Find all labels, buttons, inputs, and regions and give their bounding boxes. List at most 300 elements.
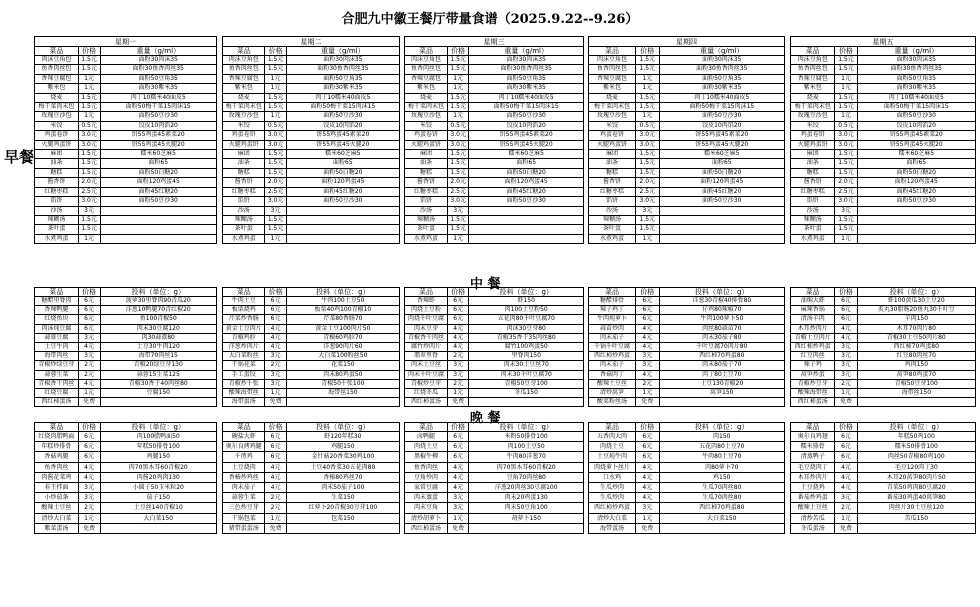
dish-name: 鸡蛋卷饼 <box>223 131 265 140</box>
dish-price: 4元 <box>835 333 857 342</box>
dish-quantity <box>659 398 784 407</box>
dish-price: 3.0元 <box>265 131 286 140</box>
table-row <box>589 140 785 149</box>
table-row <box>791 187 976 196</box>
dish-name: 青椒香干肉丝 <box>35 379 79 388</box>
dish-quantity: 土豆30牛肉120 <box>100 343 217 352</box>
dish-name: 牛肉土豆 <box>223 297 265 306</box>
dish-price: 1元 <box>265 112 286 121</box>
dish-name: 牛肉炖萝卜 <box>589 315 636 324</box>
dish-quantity: 面粉50豆沙30 <box>286 197 399 206</box>
dish-quantity: 面粉50豆沙30 <box>469 197 584 206</box>
dish-price: 1.5元 <box>265 56 286 65</box>
table-row <box>223 352 400 361</box>
dish-price: 4元 <box>265 483 286 493</box>
dish-price: 1元 <box>265 513 286 523</box>
dish-quantity: 海带丝150 <box>857 389 975 398</box>
dish-name: 鱼香肉丝 <box>405 462 448 472</box>
dish-quantity: 洋葱90肉片60 <box>286 343 399 352</box>
table-row <box>791 379 976 388</box>
dish-name: 香菇肉丁 <box>589 370 636 379</box>
column-header: 菜品 <box>223 423 265 432</box>
dish-quantity: 海带丝150 <box>286 389 399 398</box>
dish-name: 生瓜炒肉 <box>589 493 636 503</box>
table-row <box>791 74 976 83</box>
column-header: 菜品 <box>223 288 265 297</box>
dish-quantity: 肉酱20鸡肉130 <box>100 472 217 482</box>
dish-name: 油条 <box>35 159 79 168</box>
table-row <box>589 121 785 130</box>
lunch-label: 中 餐 <box>470 277 501 292</box>
dish-price: 6元 <box>265 432 286 442</box>
table-row <box>35 74 217 83</box>
column-header: 重量（g/ml） <box>100 47 217 56</box>
table-row <box>589 74 785 83</box>
dish-price: 4元 <box>636 472 660 482</box>
table-row <box>589 333 785 342</box>
dish-price: 4元 <box>835 462 857 472</box>
dish-quantity: 面粉45红糖20 <box>286 187 399 196</box>
table-row <box>223 493 400 503</box>
dish-quantity: 肉沫30豆芽80 <box>469 324 584 333</box>
dish-price: 0.5元 <box>265 121 286 130</box>
dish-price: 1元 <box>636 389 660 398</box>
dish-name: 青椒香干肉丝 <box>405 333 448 342</box>
dish-name: 肉末茄子 <box>223 483 265 493</box>
dish-name: 西红柿蛋汤 <box>35 398 79 407</box>
table-row <box>223 56 400 65</box>
table-row <box>223 121 400 130</box>
dish-quantity: 肉80萝卜70 <box>659 462 784 472</box>
table-row <box>791 513 976 523</box>
dish-price: 3.0元 <box>835 197 857 206</box>
dish-price: 1.5元 <box>78 93 100 102</box>
dish-quantity: 豆角70肉丝80 <box>469 472 584 482</box>
dish-price: 1元 <box>265 389 286 398</box>
dish-quantity: 鸡150 <box>659 472 784 482</box>
column-header: 菜品 <box>791 288 835 297</box>
dish-price: 6元 <box>447 297 468 306</box>
dish-name: 酱香饼 <box>791 178 835 187</box>
dish-price: 1.5元 <box>636 103 660 112</box>
dish-name: 梅干菜肉末包 <box>791 103 835 112</box>
lunch-table-day-4 <box>588 287 785 407</box>
dish-price: 6元 <box>835 442 857 452</box>
table-row <box>35 215 217 224</box>
column-header: 菜品 <box>35 47 79 56</box>
dish-price: 1元 <box>78 84 100 93</box>
dish-price: 6元 <box>447 306 468 315</box>
table-row <box>791 343 976 352</box>
dish-quantity: 肉丁10糯米40面皮5 <box>857 93 975 102</box>
dish-price: 1元 <box>835 112 857 121</box>
dish-name: 肉末茄子 <box>589 333 636 342</box>
dish-name: 奥尔良烤鸡腿 <box>223 442 265 452</box>
dish-price: 3.0元 <box>78 131 100 140</box>
dish-quantity: 年糕50鸡100 <box>857 432 975 442</box>
table-row <box>35 389 217 398</box>
dish-quantity: 毛豆120肉丁30 <box>857 462 975 472</box>
table-row <box>791 352 976 361</box>
dish-name: 梅干菜肉末包 <box>405 103 448 112</box>
dinner-table-day-2 <box>222 422 400 534</box>
table-row <box>589 159 785 168</box>
dish-quantity: 面粉50白糖20 <box>857 168 975 177</box>
dish-name: 水煮鸡蛋 <box>791 234 835 243</box>
table-row <box>35 493 217 503</box>
table-row <box>35 352 217 361</box>
dish-name: 香辣鸭腿 <box>35 306 79 315</box>
table-row <box>35 297 217 306</box>
dish-quantity: 面粉120鸡蛋45 <box>100 178 217 187</box>
dish-name: 麻团 <box>35 150 79 159</box>
table-row <box>791 159 976 168</box>
dinner-table-day-5 <box>790 422 976 534</box>
dish-name: 沙汤 <box>35 206 79 215</box>
table-row <box>223 361 400 370</box>
table-row <box>791 140 976 149</box>
table-row <box>589 131 785 140</box>
dish-quantity: 肉150 <box>659 432 784 442</box>
table-row <box>223 197 400 206</box>
dish-quantity: 面粉50豆角35 <box>286 74 399 83</box>
dish-price: 1元 <box>636 84 660 93</box>
table-row <box>405 398 584 407</box>
dish-price: 6元 <box>835 297 857 306</box>
table-row <box>589 352 785 361</box>
dish-name: 蒜蓉生菜 <box>223 493 265 503</box>
dish-name: 腐竹炒肉片 <box>405 343 448 352</box>
dish-price: 1.5元 <box>78 65 100 74</box>
lunch-table-day-2 <box>222 287 400 407</box>
dish-name: 鸡蛋卷饼 <box>589 131 636 140</box>
table-row <box>223 513 400 523</box>
dish-price: 0.5元 <box>636 121 660 130</box>
dish-price: 6元 <box>265 315 286 324</box>
dish-price: 2元 <box>447 352 468 361</box>
table-row <box>223 234 400 243</box>
dish-name: 奥尔良鸡翅 <box>791 432 835 442</box>
dish-name: 酱香饼 <box>223 178 265 187</box>
table-row <box>405 333 584 342</box>
table-row <box>223 65 400 74</box>
dish-name: 鱼香肉丝 <box>35 462 79 472</box>
dish-price: 3.0元 <box>265 140 286 149</box>
dish-name: 清蒸鸭子 <box>791 452 835 462</box>
table-row <box>223 178 400 187</box>
dish-price: 1.5元 <box>447 225 468 234</box>
dish-price: 6元 <box>447 452 468 462</box>
dish-name: 米饺 <box>35 121 79 130</box>
dish-quantity: 金针菇20香菜30鸡100 <box>286 452 399 462</box>
dish-quantity: 肉100土豆50 <box>469 442 584 452</box>
dish-name: 莴笋炒蛋 <box>791 370 835 379</box>
column-header: 菜品 <box>35 423 79 432</box>
dish-price: 3.0元 <box>636 131 660 140</box>
dish-quantity: 肉末50茄子100 <box>286 483 399 493</box>
column-header: 菜品 <box>791 47 835 56</box>
table-row <box>35 150 217 159</box>
table-row <box>405 432 584 442</box>
dish-quantity: 肉丁10糯米40面皮5 <box>659 93 784 102</box>
table-row <box>791 112 976 121</box>
table-row <box>791 150 976 159</box>
table-row <box>35 225 217 234</box>
dish-name: 青椒鸡胗 <box>223 333 265 342</box>
column-header: 菜品 <box>405 288 448 297</box>
dish-price: 6元 <box>447 315 468 324</box>
table-row <box>223 398 400 407</box>
dish-quantity: 大白菜100粉丝50 <box>286 352 399 361</box>
dish-price: 1.5元 <box>447 159 468 168</box>
table-row <box>405 131 584 140</box>
dish-name: 糖糕 <box>589 168 636 177</box>
table-row <box>791 361 976 370</box>
day-header: 星期三 <box>405 37 584 47</box>
dish-name: 黄金土豆肉片 <box>223 324 265 333</box>
dish-name: 肉沫豆角包 <box>35 56 79 65</box>
dish-name: 玫瑰豆沙包 <box>405 112 448 121</box>
dish-name: 麻团 <box>589 150 636 159</box>
dish-name: 馅饼 <box>223 197 265 206</box>
dish-price: 3元 <box>447 361 468 370</box>
dish-quantity <box>286 215 399 224</box>
dish-price: 2元 <box>265 361 286 370</box>
dish-price: 4元 <box>265 324 286 333</box>
dish-name: 香菇鸡腿 <box>35 452 79 462</box>
dish-name: 烧麦 <box>405 93 448 102</box>
dish-name: 火腿鸡蛋饼 <box>791 140 835 149</box>
table-row <box>589 493 785 503</box>
dish-price: 4元 <box>636 370 660 379</box>
dish-price: 1.5元 <box>636 215 660 224</box>
dish-name: 烧麦 <box>791 93 835 102</box>
table-row <box>405 343 584 352</box>
dish-quantity: 豆腐150 <box>100 389 217 398</box>
table-row <box>405 168 584 177</box>
column-header: 投料（单位：g） <box>469 423 584 432</box>
dish-quantity: 面粉65 <box>659 159 784 168</box>
dish-price: 1.5元 <box>447 56 468 65</box>
dish-price: 3元 <box>835 370 857 379</box>
table-row <box>35 140 217 149</box>
dish-quantity: 面粉50梅干菜15肉沫15 <box>100 103 217 112</box>
table-row <box>405 472 584 482</box>
dish-price: 1.5元 <box>835 56 857 65</box>
dish-name: 烧麦 <box>35 93 79 102</box>
dish-quantity: 青椒50豆芽100 <box>469 379 584 388</box>
dish-quantity: 糯米60芝麻5 <box>469 150 584 159</box>
dish-price: 1.5元 <box>636 93 660 102</box>
dish-price: 1元 <box>78 234 100 243</box>
dish-price: 1.5元 <box>447 215 468 224</box>
dish-price: 1.5元 <box>636 225 660 234</box>
column-header: 价格 <box>835 47 857 56</box>
dish-price: 1元 <box>265 74 286 83</box>
dish-name: 辣糊汤 <box>791 215 835 224</box>
dish-name: 香椿炒鸡丝 <box>223 472 265 482</box>
dish-quantity: 饼55鸡蛋45火腿20 <box>100 140 217 149</box>
dish-price: 6元 <box>447 432 468 442</box>
lunch-table-day-3 <box>404 287 584 407</box>
dish-name: 青椒炒千张 <box>223 379 265 388</box>
dish-name: 米饺 <box>223 121 265 130</box>
dish-name: 酸辣土豆丝 <box>35 503 79 513</box>
column-header: 投料（单位：g） <box>100 423 217 432</box>
dish-price: 4元 <box>447 324 468 333</box>
dish-quantity: 面粉30鱼香肉丝35 <box>857 65 975 74</box>
dish-name: 水煮鸡蛋 <box>405 234 448 243</box>
dish-quantity: 鱼100青椒50 <box>100 315 217 324</box>
dish-name: 馅饼 <box>791 197 835 206</box>
dish-price: 3.0元 <box>835 131 857 140</box>
dish-price: 2元 <box>447 379 468 388</box>
table-row <box>791 206 976 215</box>
dish-price: 6元 <box>78 442 100 452</box>
dish-price: 2元 <box>78 503 100 513</box>
dish-price: 3.0元 <box>636 140 660 149</box>
dish-quantity <box>857 206 975 215</box>
table-row <box>35 513 217 523</box>
dish-price: 1.5元 <box>835 65 857 74</box>
table-row <box>589 432 785 442</box>
dish-quantity: 肉30蒜薹80 <box>100 333 217 342</box>
dish-quantity: 青椒50豆芽100 <box>857 379 975 388</box>
dish-quantity <box>100 225 217 234</box>
column-header: 价格 <box>835 288 857 297</box>
dish-price: 6元 <box>265 452 286 462</box>
table-row <box>405 150 584 159</box>
dish-quantity: 面粉50白糖20 <box>100 168 217 177</box>
dish-name: 烧麦 <box>589 93 636 102</box>
table-row <box>791 462 976 472</box>
dish-quantity: 面粉30紫米35 <box>469 84 584 93</box>
table-row <box>35 65 217 74</box>
dish-quantity <box>659 206 784 215</box>
dish-quantity: 生瓜70肉丝80 <box>659 483 784 493</box>
dish-name: 火腿鸡蛋饼 <box>35 140 79 149</box>
dish-name: 手工蛋饺 <box>223 370 265 379</box>
dish-name: 糖糕 <box>223 168 265 177</box>
dish-name: 清炒胡萝卜 <box>405 513 448 523</box>
table-row <box>589 168 785 177</box>
dish-quantity: 黄金土豆100肉片50 <box>286 324 399 333</box>
dish-name: 木耳炒肉片 <box>791 472 835 482</box>
dish-name: 肉末千叶豆腐 <box>405 370 448 379</box>
table-row <box>589 389 785 398</box>
dish-quantity: 面粉30鱼香肉丝35 <box>659 65 784 74</box>
dish-name: 西红柿蛋汤 <box>405 523 448 533</box>
dish-quantity: 肉100腊鸭面50 <box>100 432 217 442</box>
table-row <box>589 150 785 159</box>
dish-price: 3元 <box>447 370 468 379</box>
dish-quantity: 菠萝30里脊肉90青瓜20 <box>100 297 217 306</box>
dish-price: 4元 <box>447 483 468 493</box>
dish-quantity: 土豆40香菜30五花肉80 <box>286 462 399 472</box>
dish-name: 肉沫豆角包 <box>223 56 265 65</box>
dish-name: 鸡蛋卷饼 <box>35 131 79 140</box>
dish-quantity: 肉丁10糯米40面皮5 <box>100 93 217 102</box>
column-header: 价格 <box>447 288 468 297</box>
dish-quantity: 莴笋80鸡蛋70 <box>857 370 975 379</box>
column-header: 投料（单位：g） <box>469 288 584 297</box>
dish-name: 蒜蓉生菜 <box>35 370 79 379</box>
dish-quantity: 肉末30豆腐120 <box>100 324 217 333</box>
table-row <box>223 84 400 93</box>
dish-name: 红烧鱼块 <box>35 315 79 324</box>
table-row <box>589 370 785 379</box>
column-header: 价格 <box>447 423 468 432</box>
dish-price: 6元 <box>636 306 660 315</box>
dish-price: 6元 <box>78 297 100 306</box>
dish-quantity: 五花肉80土豆70 <box>659 442 784 452</box>
table-row <box>405 324 584 333</box>
table-row <box>589 112 785 121</box>
dish-price: 1元 <box>78 389 100 398</box>
dish-quantity: 饺皮10肉馅20 <box>857 121 975 130</box>
dish-name: 糖醋排骨 <box>589 297 636 306</box>
table-row <box>791 65 976 74</box>
table-row <box>223 206 400 215</box>
dish-quantity <box>286 234 399 243</box>
dish-price: 6元 <box>78 324 100 333</box>
lunch-table-day-5 <box>790 287 976 407</box>
dish-price: 2元 <box>265 503 286 513</box>
dish-name: 酱香饼 <box>589 178 636 187</box>
table-row <box>791 121 976 130</box>
dish-name: 小炒茄条 <box>35 493 79 503</box>
dish-name: 麻辣香锅 <box>791 306 835 315</box>
dish-quantity: 五花肉80千叶豆腐70 <box>469 315 584 324</box>
table-row <box>223 103 400 112</box>
dish-name: 蒜薹豆腐 <box>35 333 79 342</box>
dish-price: 1元 <box>636 234 660 243</box>
table-row <box>405 306 584 315</box>
table-row <box>35 361 217 370</box>
dish-quantity: 饼55鸡蛋45火腿20 <box>286 140 399 149</box>
table-row <box>589 379 785 388</box>
dish-quantity <box>857 398 975 407</box>
dish-price: 1元 <box>835 389 857 398</box>
dish-quantity: 面粉50梅干菜15肉沫15 <box>469 103 584 112</box>
table-row <box>405 234 584 243</box>
dish-price: 6元 <box>78 315 100 324</box>
table-row <box>589 297 785 306</box>
dish-name: 土豆牛肉 <box>35 343 79 352</box>
dish-name: 木耳炒肉片 <box>791 324 835 333</box>
table-row <box>405 483 584 493</box>
dish-name: 西红柿蛋汤 <box>791 398 835 407</box>
dish-name: 西红柿蛋汤 <box>405 398 448 407</box>
dish-quantity: 面粉50白糖20 <box>659 168 784 177</box>
column-header: 菜品 <box>405 47 448 56</box>
table-row <box>405 389 584 398</box>
dish-quantity: 糯米60芝麻5 <box>659 150 784 159</box>
dish-name: 红烧肉腊鸭面 <box>35 432 79 442</box>
dish-quantity <box>100 398 217 407</box>
column-header: 价格 <box>265 47 286 56</box>
dish-price: 6元 <box>636 452 660 462</box>
dish-quantity: 红豆80肉丝70 <box>857 352 975 361</box>
dish-price: 6元 <box>78 306 100 315</box>
dish-quantity <box>659 225 784 234</box>
dish-quantity: 茄子150 <box>100 493 217 503</box>
table-row <box>405 503 584 513</box>
dish-quantity <box>469 225 584 234</box>
dish-quantity: 板栗40鸡100青椒10 <box>286 306 399 315</box>
dish-quantity: 面粉30肉沫35 <box>659 56 784 65</box>
dish-quantity: 面粉30紫米35 <box>857 84 975 93</box>
